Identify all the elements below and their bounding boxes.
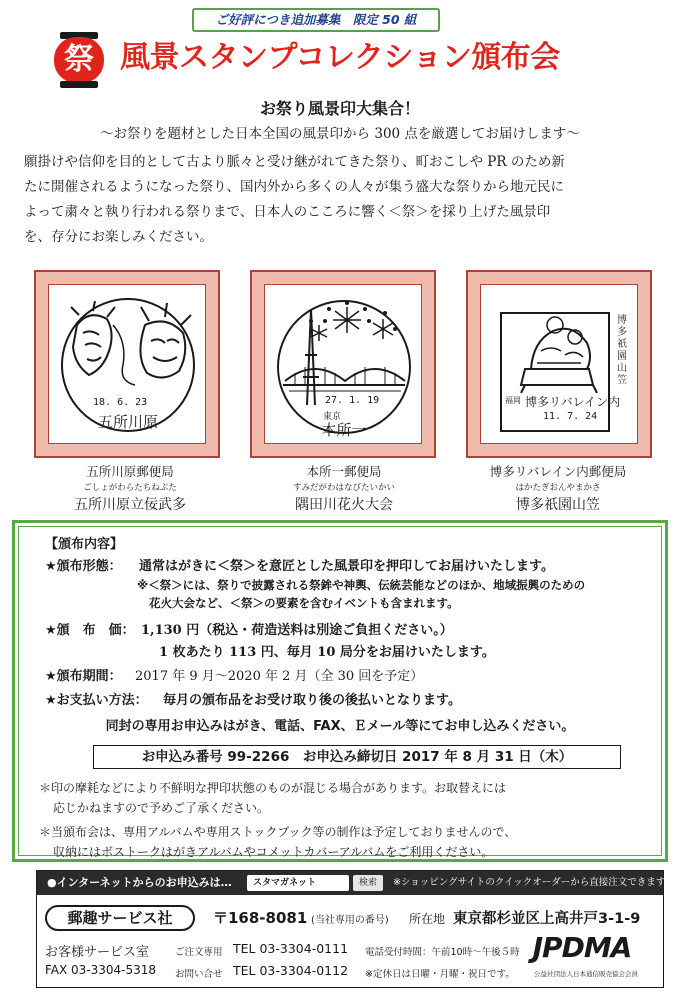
stamp-date: 11. 7. 24 bbox=[543, 411, 598, 422]
stamp-prefecture: 東京 bbox=[323, 412, 342, 422]
period-value: 2017 年 9 月～2020 年 2 月（全 30 回を予定） bbox=[135, 669, 424, 684]
intro-line: を、存分にお楽しみください。 bbox=[24, 229, 213, 245]
stamp-office-label: 五所川原 bbox=[97, 413, 158, 431]
stamp-side-text: 博多祇園山笠 bbox=[617, 315, 627, 386]
jpdma-caption: 公益社団法人日本通信販売協会会員 bbox=[534, 970, 638, 978]
footer-contact bbox=[36, 870, 674, 988]
payment-value: 毎月の頒布品をお受け取り後の後払いとなります。 bbox=[163, 693, 461, 708]
jpdma-logo bbox=[513, 933, 651, 965]
internet-bar bbox=[37, 871, 674, 895]
form-note-1: ※＜祭＞には、祭りで披露される祭鉾や神輿、伝統芸能などのほか、地域振興のための bbox=[137, 578, 586, 592]
stamp-office: 本所一郵便局 bbox=[306, 464, 382, 479]
jpdma-logo-text: JPDMA bbox=[532, 931, 632, 964]
fine-print-1b: 応じかねますので予めご了承ください。 bbox=[53, 801, 270, 815]
fine-print-2a: ＊当頒布会は、専用アルバムや専用ストックブック等の制作は予定しておりませんので、 bbox=[39, 825, 517, 839]
price-value: 1,130 円（税込・荷造送料は別途ご負担ください。） bbox=[141, 623, 453, 638]
stamp-card-goshogawara bbox=[34, 270, 220, 458]
stamp-office: 五所川原郵便局 bbox=[86, 464, 174, 479]
stamp-image-frame bbox=[264, 284, 422, 444]
inquiry-label: お問い合せ bbox=[175, 969, 223, 980]
intro-heading: お祭り風景印大集合！ bbox=[259, 99, 420, 118]
order-label: ご注文専用 bbox=[175, 947, 223, 958]
stamp-name: 隅田川花火大会 bbox=[295, 497, 393, 513]
details-box bbox=[12, 520, 668, 862]
stamp-reading: ごしょがわらたちねぷた bbox=[83, 483, 177, 493]
payment-label: ★お支払い方法： bbox=[45, 693, 148, 708]
intro-body bbox=[24, 150, 664, 250]
address-label: 所在地 bbox=[409, 912, 446, 926]
order-tel: TEL 03-3304-0111 bbox=[233, 941, 349, 956]
address: 東京都杉並区上高井戸3-1-9 bbox=[453, 911, 641, 927]
phone-hours: 電話受付時間：午前10時～午後５時 bbox=[365, 947, 520, 958]
banner-tag: ご好評につき追加募集 限定 50 組 bbox=[192, 8, 440, 32]
intro-line: 願掛けや信仰を目的として古より脈々と受け継がれてきた祭り、町おこしや PR のため新 bbox=[24, 154, 565, 170]
search-button[interactable]: 検索 bbox=[353, 875, 383, 891]
fine-print-2b: 収納にはボストークはがきアルバムやコメットカバーアルバムをご利用ください。 bbox=[53, 845, 494, 859]
price-note: 1 枚あたり 113 円、毎月 10 局分をお届けいたします。 bbox=[159, 645, 495, 660]
stamp-office-label: 本所一 bbox=[321, 421, 367, 439]
search-input[interactable]: スタマガネット bbox=[247, 875, 349, 891]
stamp-reading: すみだがわはなびたいかい bbox=[292, 483, 395, 493]
price-label: ★頒 布 価： bbox=[45, 623, 135, 638]
order-number-bar: お申込み番号 99-2266 お申込み締切日 2017 年 8 月 31 日（木） bbox=[93, 745, 621, 769]
details-title: 【頒布内容】 bbox=[45, 537, 124, 552]
period-label: ★頒布期間： bbox=[45, 669, 122, 684]
inquiry-tel: TEL 03-3304-0112 bbox=[233, 963, 349, 978]
holidays: ※定休日は日曜・月曜・祝日です。 bbox=[365, 969, 515, 980]
intro-subheading: ～お祭りを題材とした日本全国の風景印から 300 点を厳選してお届けします～ bbox=[100, 126, 580, 142]
application-line: 同封の専用お申込みはがき、電話、FAX、Ｅメール等にてお申し込みください。 bbox=[105, 719, 575, 734]
form-value: 通常はがきに＜祭＞を意匠とした風景印を押印してお届けいたします。 bbox=[139, 559, 554, 574]
internet-note: ※ショッピングサイトのクイックオーダーから直接注文できます。 bbox=[393, 877, 674, 888]
stamp-prefecture: 福岡 bbox=[505, 396, 521, 405]
intro-line: よって粛々と執り行われる祭りまで、日本人のこころに響く＜祭＞を採り上げた風景印 bbox=[24, 204, 551, 220]
fine-print-1a: ＊印の摩耗などにより不鮮明な押印状態のものが混じる場合があります。お取替えには bbox=[39, 781, 507, 795]
stamp-date: 27. 1. 19 bbox=[325, 395, 380, 406]
lantern-icon bbox=[54, 32, 104, 88]
fax-number: FAX 03-3304-5318 bbox=[45, 963, 157, 977]
stamp-office-label: 博多リバレイン内 bbox=[525, 395, 621, 409]
lantern-cap-bottom bbox=[60, 81, 98, 88]
stamp-card-honjo bbox=[250, 270, 436, 458]
internet-text: ●インターネットからのお申込みは… bbox=[47, 876, 232, 889]
stamp-name: 五所川原立佞武多 bbox=[74, 497, 186, 513]
stamp-office: 博多リバレイン内郵便局 bbox=[489, 464, 627, 479]
lantern-char: 祭 bbox=[54, 37, 104, 83]
stamp-image-frame bbox=[48, 284, 206, 444]
stamp-date: 18. 6. 23 bbox=[93, 397, 148, 408]
stamp-card-hakata bbox=[466, 270, 652, 458]
stamp-image-frame bbox=[480, 284, 638, 444]
stamp-reading: はかたぎおんやまかさ bbox=[515, 483, 601, 493]
postal-code: 〒168-8081 bbox=[213, 909, 308, 927]
form-note-2: 花火大会など、＜祭＞の要素を含むイベントも含まれます。 bbox=[149, 596, 459, 610]
postal-note: (当社専用の番号) bbox=[311, 915, 389, 926]
service-room: お客様サービス室 bbox=[45, 945, 150, 960]
stamp-name: 博多祇園山笠 bbox=[516, 497, 600, 513]
intro-line: たに開催されるようになった祭り、国内外から多くの人々が集う盛大な祭りから地元民に bbox=[24, 179, 564, 195]
form-label: ★頒布形態： bbox=[45, 559, 122, 574]
page-title: 風景スタンプコレクション頒布会 bbox=[120, 40, 560, 75]
company-name: 郵趣サービス社 bbox=[45, 905, 195, 931]
